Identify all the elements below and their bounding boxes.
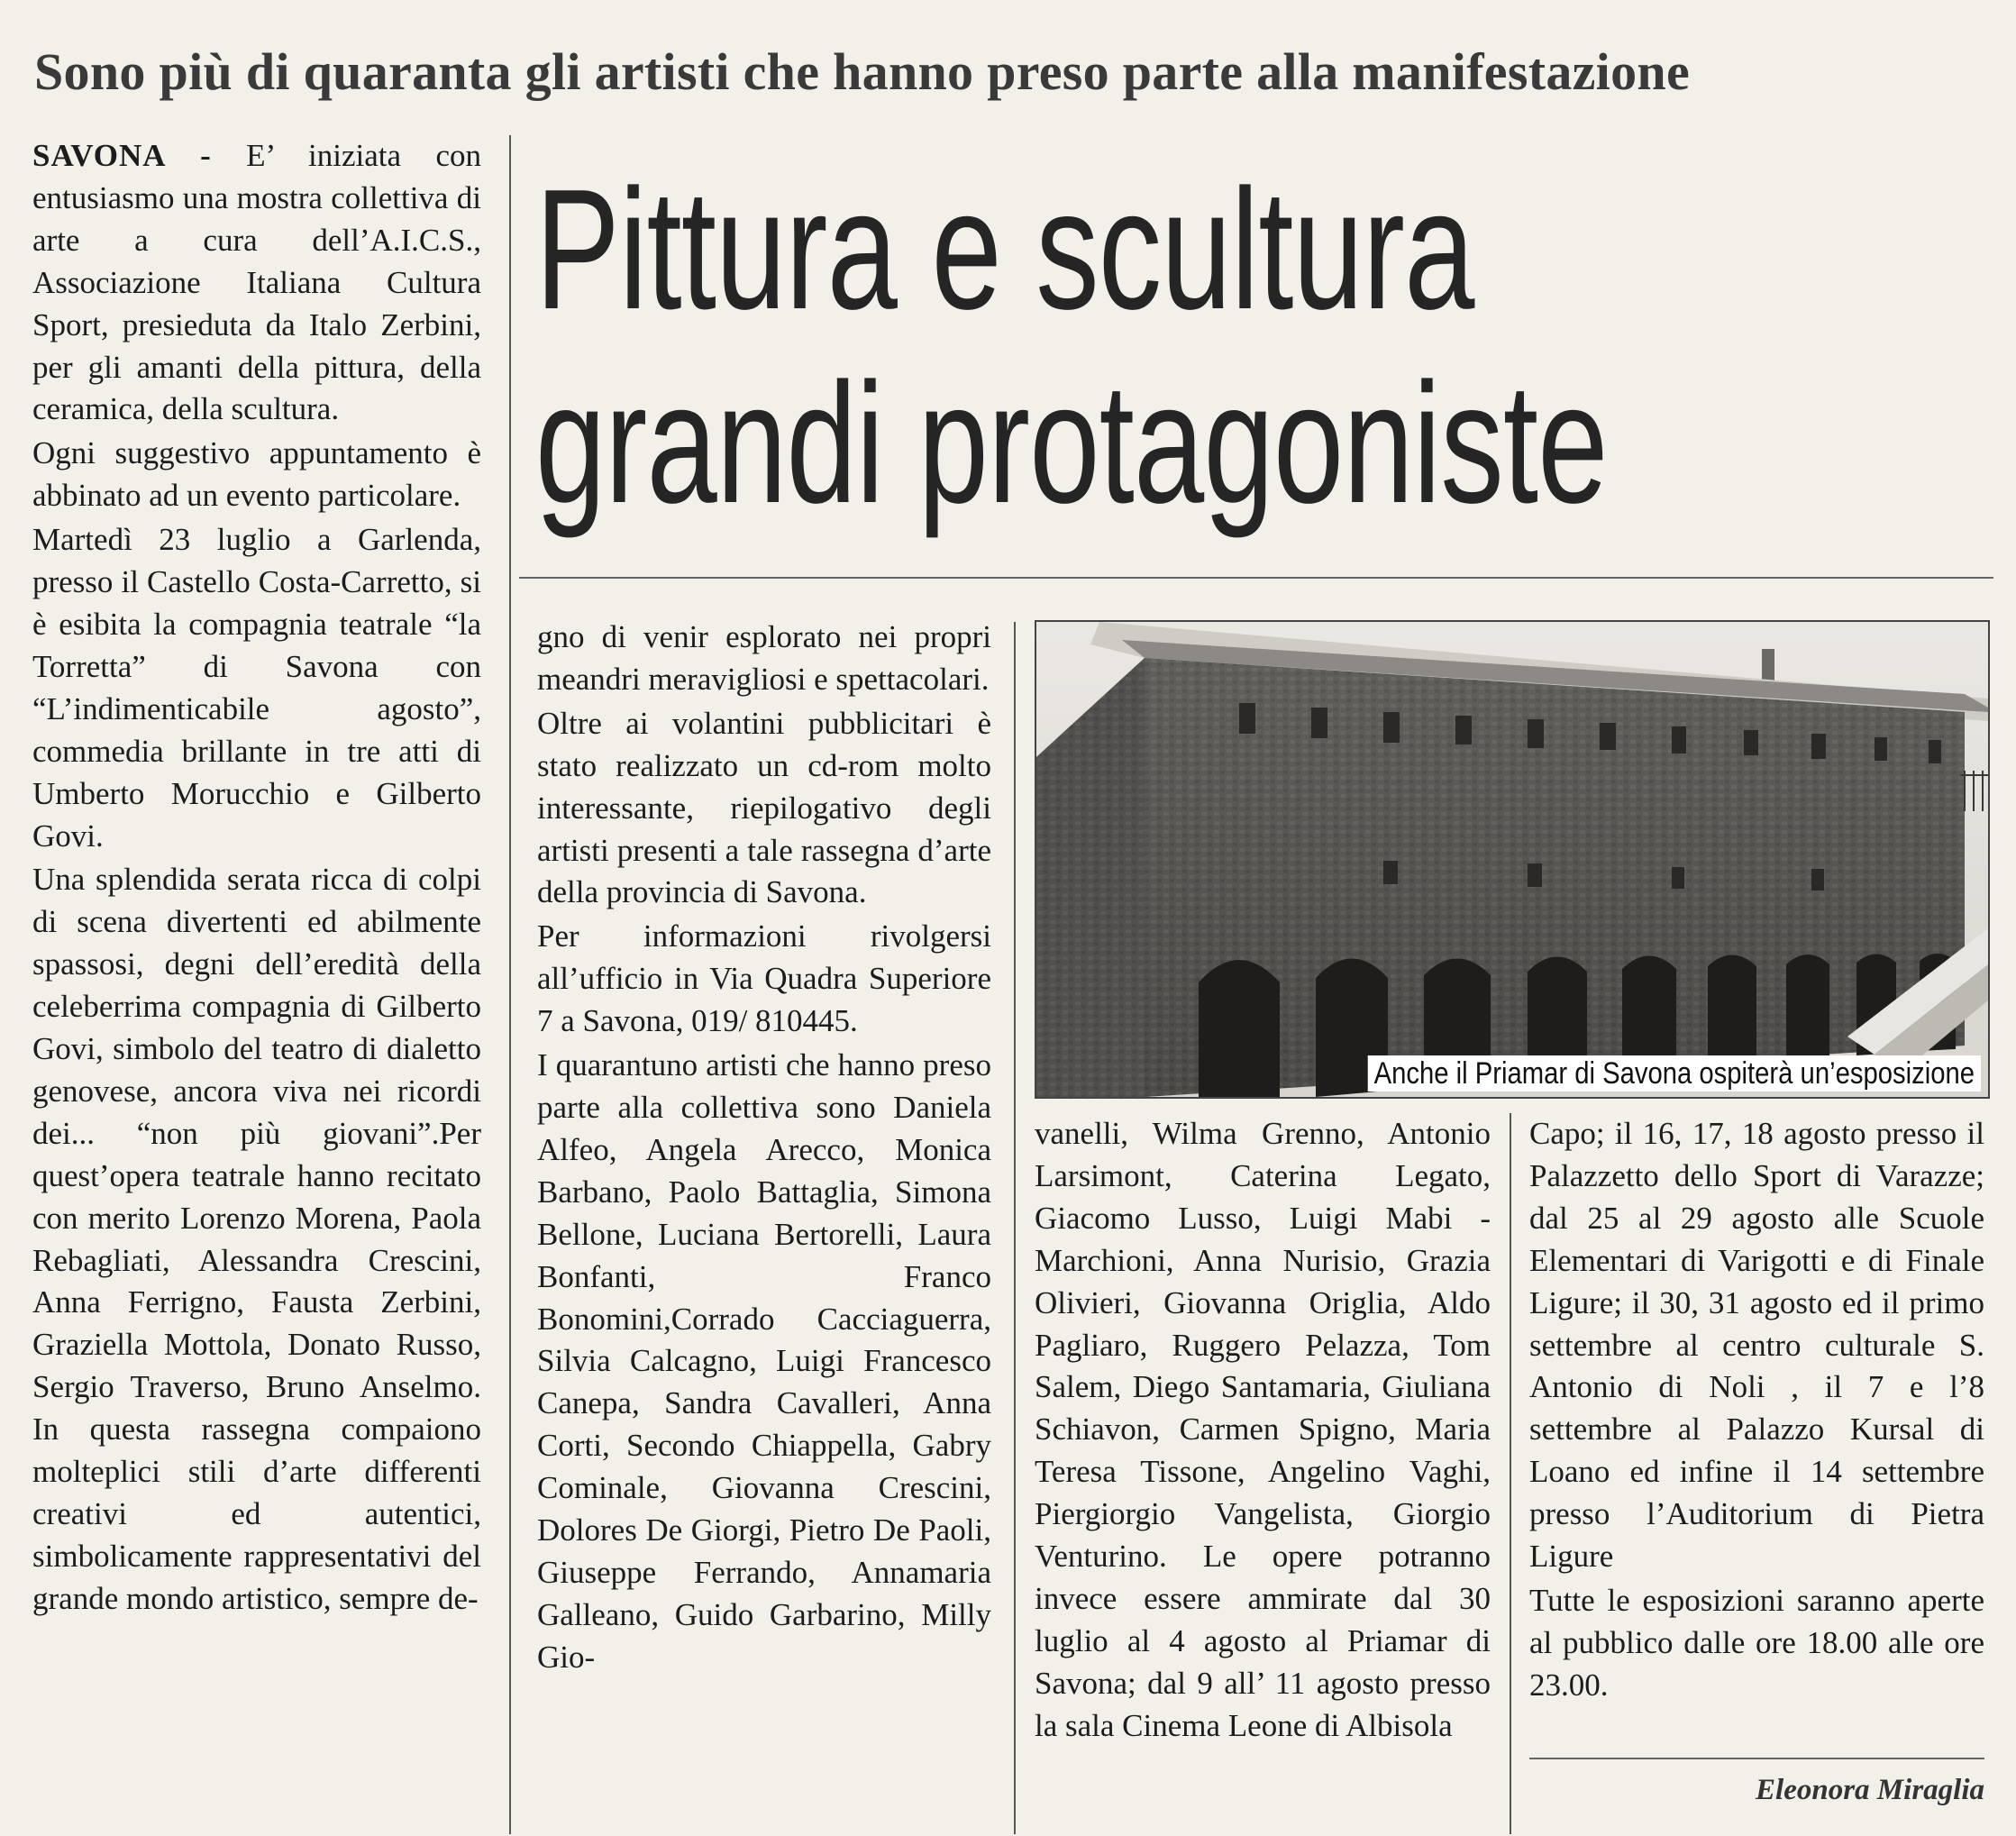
paragraph: vanelli, Wilma Grenno, Antonio Larsimont, Caterina Legato, Giacomo Lusso, Luigi Mabi - Marchioni, Anna Nurisio, Grazia Olivieri, Giovanna Origlia, Aldo Pagliaro, Ruggero Pelazza, Tom Salem, Diego Santamaria, Giuliana Schiavon, Carmen Spigno, Maria Teresa Tissone, Angelino Vaghi, Piergiorgio Vangelista, Giorgio Venturino. Le opere potranno invece essere ammirate dal 30 luglio al 4 agosto al Priamar di Savona; dal 9 all’ 11 agosto presso la sala Cinema Leone di Albisola: [1035, 1116, 1491, 1743]
photo-caption: Anche il Priamar di Savona ospiterà un’esposizione: [1368, 1055, 1981, 1092]
column-divider: [1014, 622, 1016, 1834]
headline-line-2: grandi protagoniste: [535, 348, 1608, 539]
paragraph: Capo; il 16, 17, 18 agosto presso il Palazzetto dello Sport di Varazze; dal 25 al 29 agosto alle Scuole Elementari di Varigotti e di Finale Ligure; il 30, 31 agosto ed il primo settembre al centro culturale S. Antonio di Noli , il 7 e l’8 settembre al Palazzo Kursal di Loano ed infine il 14 settembre presso l’Auditorium di Pietra Ligure: [1529, 1116, 1984, 1575]
headline-rule: [519, 577, 1993, 579]
article-column-3: [1035, 1113, 1491, 1749]
paragraph: Martedì 23 luglio a Garlenda, presso il Castello Costa-Carretto, si è esibita la compagnia teatrale “la Torretta” di Savona con “L’indimenticabile agosto”, commedia brillante in tre atti di Umberto Morucchio e Gilberto Govi.: [32, 522, 481, 854]
author-byline: Eleonora Miraglia: [1756, 1774, 1984, 1806]
paragraph: gno di venir esplorato nei propri meandri meravigliosi e spettacolari.: [537, 619, 991, 697]
priamar-photo: [1035, 620, 1990, 1099]
article-column-4: [1529, 1113, 1984, 1709]
main-headline: [535, 153, 1616, 541]
paragraph-text: E’ iniziata con entusiasmo una mostra collettiva di arte a cura dell’A.I.C.S., Associazione Italiana Cultura Sport, presieduta da Italo Zerbini, per gli amanti della pittura, della ceramica, della scultura.: [32, 138, 481, 427]
paragraph: [32, 135, 481, 431]
paragraph: Ogni suggestivo appuntamento è abbinato ad un evento particolare.: [32, 435, 481, 514]
column-divider: [509, 135, 511, 1834]
column-divider: [1510, 1113, 1511, 1834]
article-column-2: [537, 617, 991, 1681]
headline-line-1: Pittura e scultura: [535, 154, 1474, 345]
paragraph: Oltre ai volantini pubblicitari è stato realizzato un cd-rom molto interessante, riepilogativo degli artisti presenti a tale rassegna d’arte della provincia di Savona.: [537, 705, 991, 910]
article-column-1: [32, 135, 481, 1622]
fortress-building-image: [1036, 622, 1988, 1097]
kicker-headline: Sono più di quaranta gli artisti che hanno preso parte alla manifestazione: [34, 42, 1690, 101]
byline-rule: [1529, 1758, 1984, 1759]
paragraph: Una splendida serata ricca di colpi di scena divertenti ed abilmente spassosi, degni dell’eredità della celeberrima compagnia di Gilberto Govi, simbolo del teatro di dialetto genovese, ancora viva nei ricordi dei... “non più giovani”.Per quest’opera teatrale hanno recitato con merito Lorenzo Morena, Paola Rebagliati, Alessandra Crescini, Anna Ferrigno, Fausta Zerbini, Graziella Mottola, Donato Russo, Sergio Traverso, Bruno Anselmo. In questa rassegna compaiono molteplici stili d’arte differenti creativi ed autentici, simbolicamente rappresentativi del grande mondo artistico, sempre de-: [32, 862, 481, 1616]
paragraph: I quarantuno artisti che hanno preso parte alla collettiva sono Daniela Alfeo, Angela Arecco, Monica Barbano, Paolo Battaglia, Simona Bellone, Luciana Bertorelli, Laura Bonfanti, Franco Bonomini,Corrado Cacciaguerra, Silvia Calcagno, Luigi Francesco Canepa, Sandra Cavalleri, Anna Corti, Secondo Chiappella, Gabry Cominale, Giovanna Crescini, Dolores De Giorgi, Pietro De Paoli, Giuseppe Ferrando, Annamaria Galleano, Guido Garbarino, Milly Gio-: [537, 1047, 991, 1675]
dateline: SAVONA -: [32, 138, 212, 173]
paragraph: Tutte le esposizioni saranno aperte al pubblico dalle ore 18.00 alle ore 23.00.: [1529, 1582, 1984, 1703]
paragraph: Per informazioni rivolgersi all’ufficio in Via Quadra Superiore 7 a Savona, 019/ 810445.: [537, 918, 991, 1039]
